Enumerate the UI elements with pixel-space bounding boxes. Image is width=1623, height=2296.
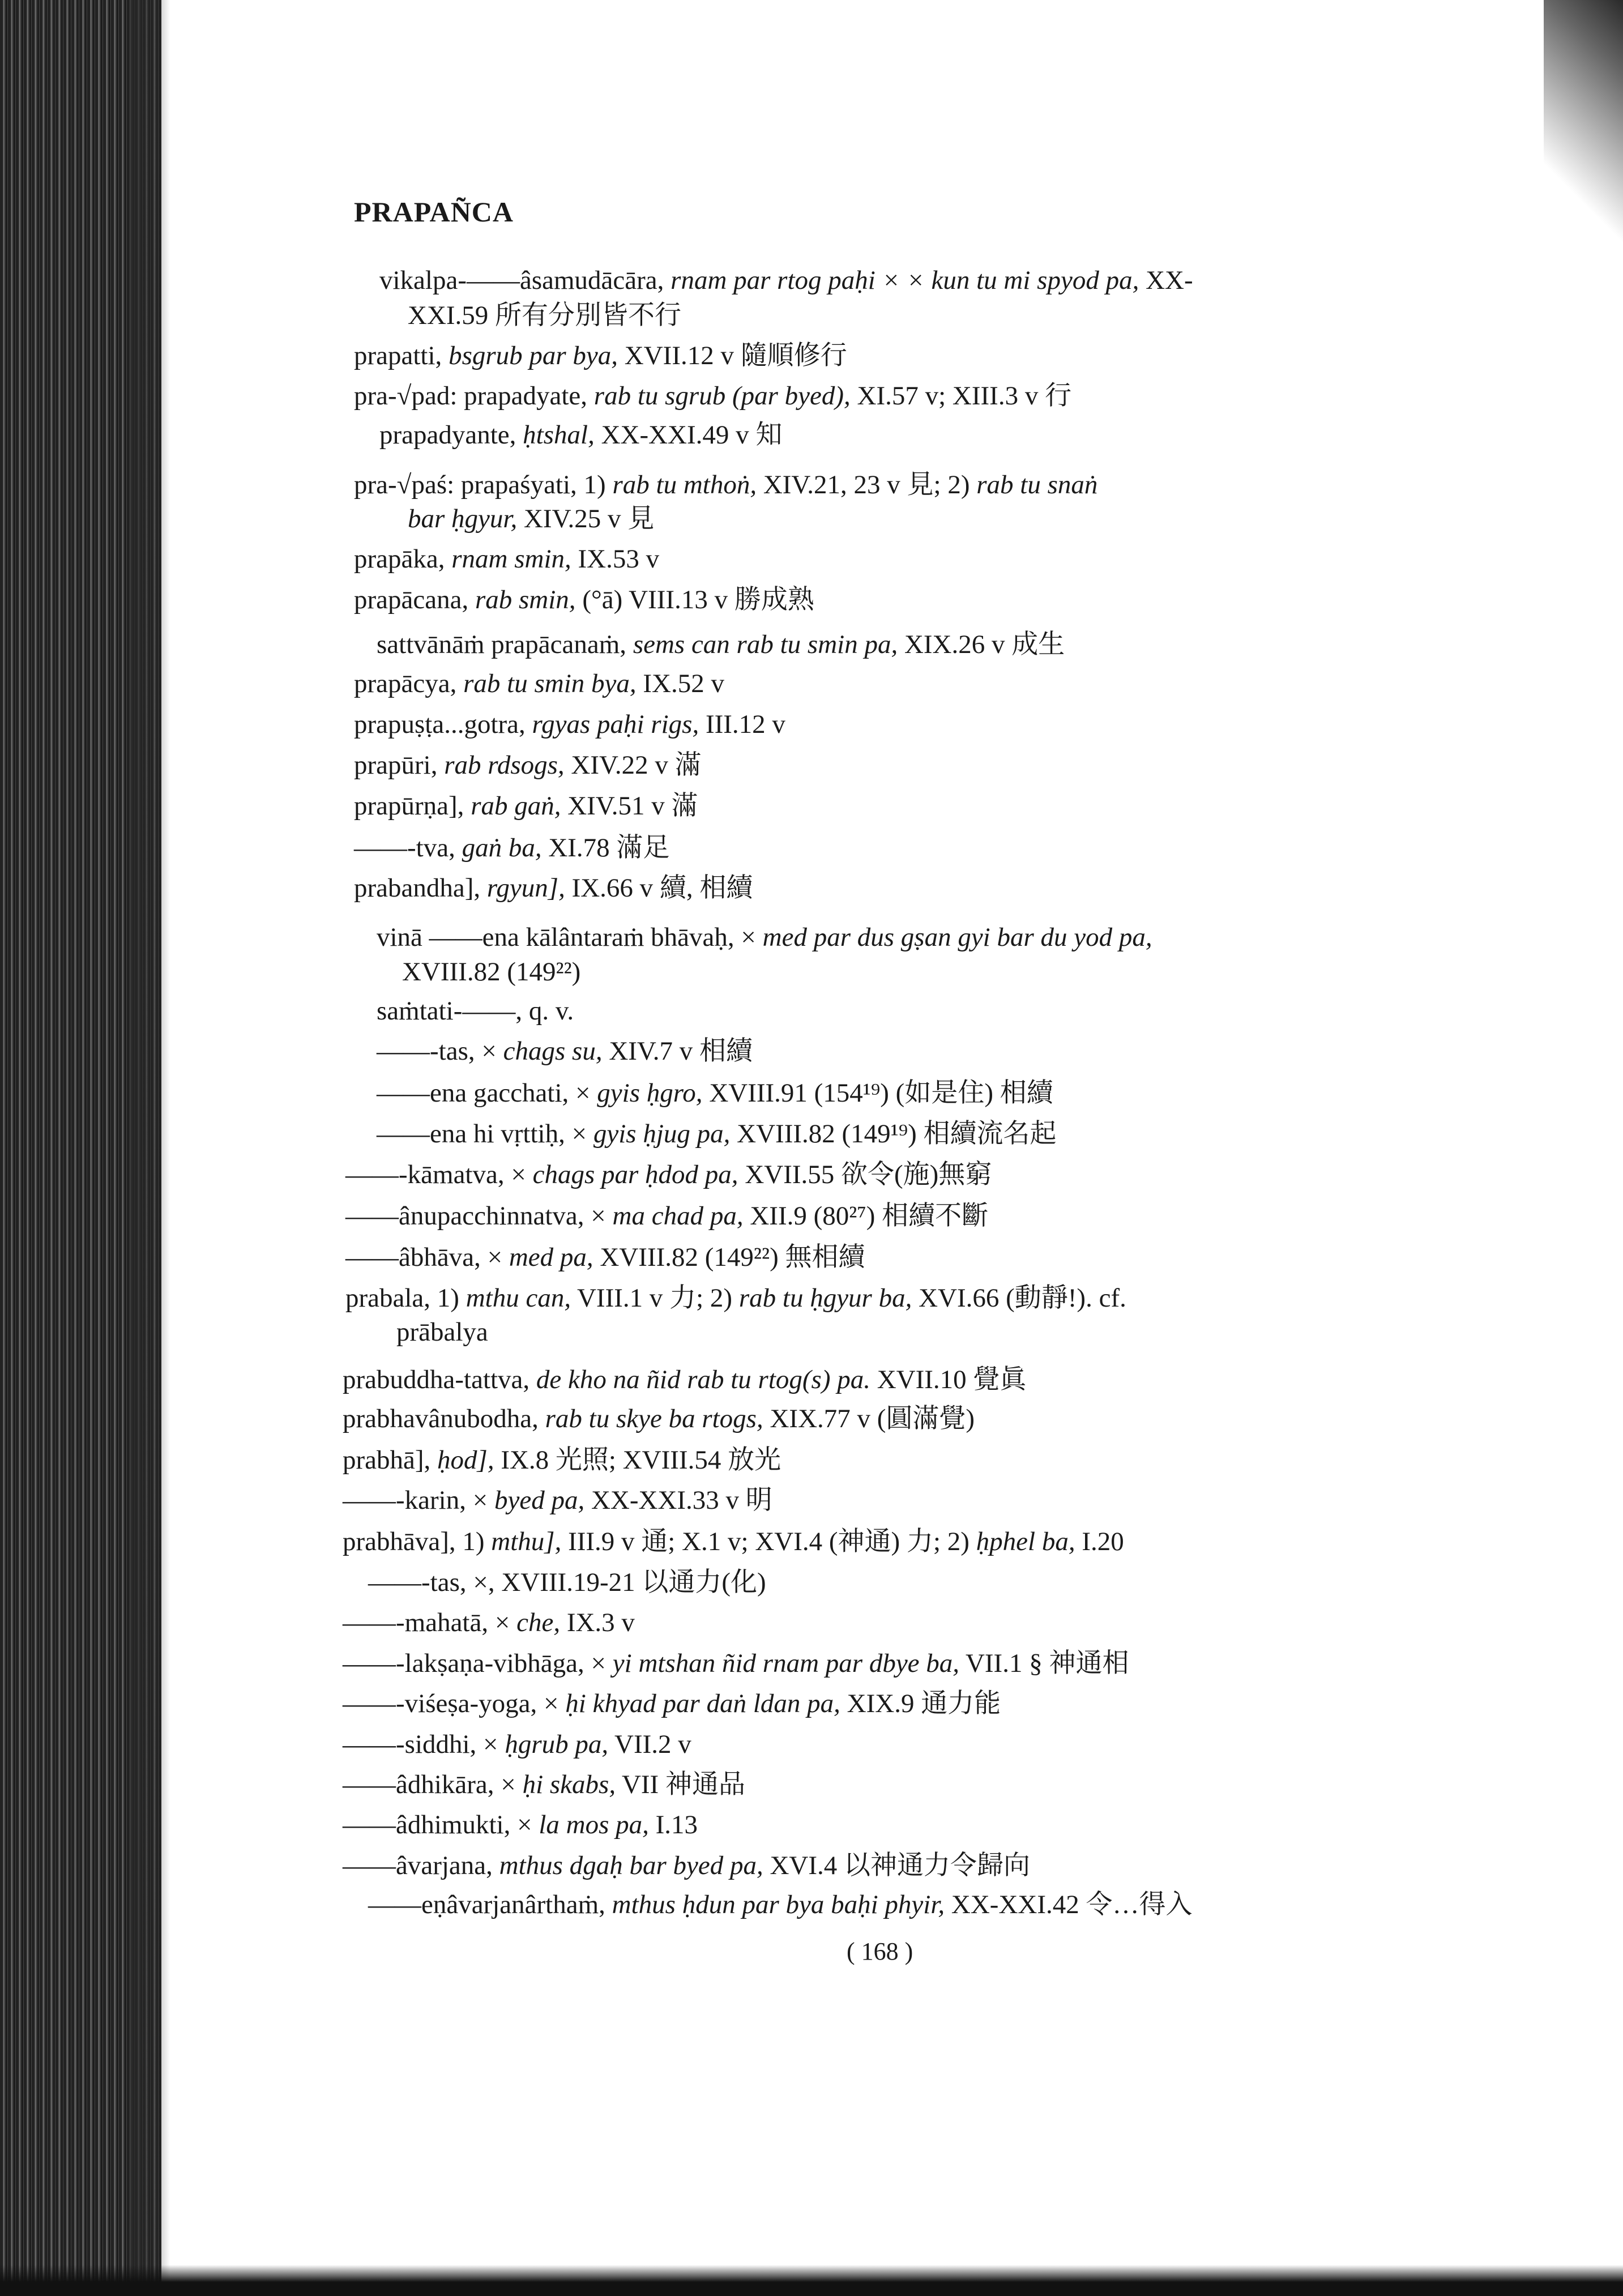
tibetan-equivalent: ḥi khyad par daṅ ldan pa, xyxy=(565,1689,840,1718)
entry-line xyxy=(343,1768,745,1802)
tibetan-equivalent: byed pa, xyxy=(494,1486,585,1515)
entry-line xyxy=(408,298,681,332)
entry-text: VII 神通品 xyxy=(616,1770,745,1799)
entry-text: prabhā], xyxy=(343,1445,438,1475)
tibetan-equivalent: che, xyxy=(516,1608,561,1637)
tibetan-equivalent: mthus dgaḥ bar byed pa, xyxy=(499,1851,763,1880)
tibetan-equivalent: chags su, xyxy=(503,1036,603,1066)
entry-line xyxy=(345,1281,1126,1315)
entry-line xyxy=(354,542,659,576)
entry-text: XIV.51 v 滿 xyxy=(561,791,698,821)
entry-text: ——eṇâvarjanârthaṁ, xyxy=(368,1890,612,1919)
spine-gradient xyxy=(130,0,170,2296)
entry-text: XII.9 (80²⁷) 相續不斷 xyxy=(743,1201,989,1231)
tibetan-equivalent: rnam par rtog paḥi × × kun tu mi spyod pa, xyxy=(670,266,1139,295)
tibetan-equivalent: rnam smin, xyxy=(451,544,571,574)
entry-text: XX-XXI.42 令…得入 xyxy=(945,1890,1193,1919)
entry-line xyxy=(354,468,1097,502)
tibetan-equivalent: rab gaṅ, xyxy=(471,791,561,821)
entry-text: ——-karin, × xyxy=(343,1486,494,1515)
entry-line xyxy=(396,1315,488,1349)
entry-text: prapūrṇa], xyxy=(354,791,471,821)
entry-text: ——-siddhi, × xyxy=(343,1730,505,1759)
entry-text: prapatti, xyxy=(354,341,449,370)
entry-line xyxy=(354,667,724,701)
entry-text: ——-mahatā, × xyxy=(343,1608,517,1637)
entry-line xyxy=(343,1727,691,1761)
entry-line xyxy=(354,748,702,782)
tibetan-equivalent: rab tu ḥgyur ba, xyxy=(738,1283,912,1313)
entry-text: VIII.1 v 力; 2) xyxy=(571,1283,739,1313)
entry-line xyxy=(343,1646,1129,1680)
tibetan-equivalent: bar ḥgyur, xyxy=(408,504,518,534)
entry-line xyxy=(343,1363,1026,1397)
entry-text: XI.57 v; XIII.3 v 行 xyxy=(850,381,1072,411)
entry-text: ——ena gacchati, × xyxy=(377,1078,597,1108)
entry-text: prapācana, xyxy=(354,585,475,614)
entry-text: XXI.59 所有分別皆不行 xyxy=(408,301,682,330)
entry-text: (°ā) VIII.13 v 勝成熟 xyxy=(575,585,814,614)
entry-text: ——ânupacchinnatva, × xyxy=(345,1201,613,1231)
tibetan-equivalent: ḥtshal, xyxy=(523,420,595,450)
tibetan-equivalent: bsgrub par bya, xyxy=(449,341,618,370)
entry-text: ——âvarjana, xyxy=(343,1851,499,1880)
tibetan-equivalent: mthu can, xyxy=(465,1283,571,1313)
bottom-edge-shadow xyxy=(0,2265,1623,2296)
tibetan-equivalent: chags par ḥdod pa, xyxy=(532,1160,738,1189)
entry-text: XVI.4 以神通力令歸向 xyxy=(763,1851,1031,1880)
entry-text: XVIII.82 (149²²) xyxy=(402,957,581,987)
entry-text: III.12 v xyxy=(699,710,785,739)
entry-line xyxy=(354,339,847,373)
entry-text: ——-viśeṣa-yoga, × xyxy=(343,1689,566,1718)
entry-text: XVII.55 欲令(施)無窮 xyxy=(738,1160,992,1189)
entry-text: prabhavânubodha, xyxy=(343,1404,545,1433)
entry-text: XVII.12 v 隨順修行 xyxy=(618,341,847,370)
entry-line xyxy=(377,1076,1053,1110)
entry-line xyxy=(345,1240,865,1274)
tibetan-equivalent: rgyas paḥi rigs, xyxy=(532,710,699,739)
tibetan-equivalent: ḥgrub pa, xyxy=(505,1730,609,1759)
tibetan-equivalent: rab tu skye ba rtogs, xyxy=(545,1404,763,1433)
entry-line xyxy=(343,1402,975,1436)
entry-text: prābalya xyxy=(396,1317,488,1347)
entry-text: XVIII.82 (149¹⁹) 相續流名起 xyxy=(730,1119,1057,1149)
page-corner-shadow xyxy=(1544,0,1623,295)
tibetan-equivalent: rab tu snaṅ xyxy=(976,470,1098,500)
entry-text: prapuṣṭa...gotra, xyxy=(354,710,532,739)
entry-text: ——-tva, xyxy=(354,833,462,863)
entry-line xyxy=(343,1849,1030,1883)
page-header: PRAPAÑCA xyxy=(354,196,514,228)
page-number: ( 168 ) xyxy=(847,1937,913,1965)
entry-text: pra-√paś: prapaśyati, 1) xyxy=(354,470,613,500)
entry-line xyxy=(379,418,782,452)
entry-text: ——-lakṣaṇa-vibhāga, × xyxy=(343,1649,613,1678)
tibetan-equivalent: med pa, xyxy=(509,1243,593,1272)
tibetan-equivalent: la mos pa, xyxy=(539,1810,649,1840)
entry-text: XVIII.82 (149²²) 無相續 xyxy=(593,1243,865,1272)
entry-text: IX.66 v 續, 相續 xyxy=(565,873,753,903)
entry-text: IX.3 v xyxy=(560,1608,635,1637)
entry-text: ——-tas, ×, XVIII.19-21 以通力(化) xyxy=(368,1568,766,1597)
tibetan-equivalent: ḥi skabs, xyxy=(522,1770,616,1799)
entry-text: ——âdhikāra, × xyxy=(343,1770,523,1799)
tibetan-equivalent: gyis ḥgro, xyxy=(597,1078,703,1108)
entry-text: XIX.77 v (圓滿覺) xyxy=(763,1404,975,1433)
tibetan-equivalent: ma chad pa, xyxy=(612,1201,744,1231)
entry-text: I.20 xyxy=(1075,1527,1124,1556)
entry-text: XIV.7 v 相續 xyxy=(602,1036,753,1066)
tibetan-equivalent: sems can rab tu smin pa, xyxy=(633,630,898,659)
tibetan-equivalent: rab tu smin bya, xyxy=(463,669,637,698)
entry-text: prapāka, xyxy=(354,544,452,574)
entry-line xyxy=(343,1525,1124,1559)
entry-line xyxy=(343,1443,781,1477)
entry-text: IX.52 v xyxy=(636,669,724,698)
entry-text: IX.8 光照; XVIII.54 放光 xyxy=(494,1445,781,1475)
entry-text: XIV.25 v 見 xyxy=(517,504,655,534)
entry-text: sattvānāṁ prapācanaṁ, xyxy=(377,630,633,659)
entry-text: XX-XXI.49 v 知 xyxy=(594,420,783,450)
entry-line xyxy=(402,955,580,989)
entry-line xyxy=(368,1565,766,1599)
tibetan-equivalent: mthu], xyxy=(491,1527,562,1556)
entry-line xyxy=(377,628,1065,662)
entry-line xyxy=(345,1199,988,1233)
entry-text: XVIII.91 (154¹⁹) (如是住) 相續 xyxy=(702,1078,1053,1108)
entry-text: vikalpa-——âsamudācāra, xyxy=(379,266,671,295)
entry-text: XIX.26 v 成生 xyxy=(898,630,1065,659)
entry-text: ——-tas, × xyxy=(377,1036,503,1066)
entry-text: prabala, 1) xyxy=(345,1283,466,1313)
entry-text: prapācya, xyxy=(354,669,464,698)
entry-text: I.13 xyxy=(648,1810,698,1840)
entry-line xyxy=(354,831,669,865)
tibetan-equivalent: ḥod], xyxy=(437,1445,494,1475)
entry-text: XVII.10 覺眞 xyxy=(870,1365,1027,1394)
entry-text: prabhāva], 1) xyxy=(343,1527,492,1556)
entry-text: XIV.21, 23 v 見; 2) xyxy=(757,470,977,500)
tibetan-equivalent: rab smin, xyxy=(475,585,576,614)
entry-line xyxy=(343,1808,698,1842)
entry-line xyxy=(377,1034,753,1068)
entry-text: prapūri, xyxy=(354,750,445,780)
entry-text: ——âdhimukti, × xyxy=(343,1810,539,1840)
entry-text: prabandha], xyxy=(354,873,487,903)
entry-text: saṁtati-——, q. v. xyxy=(377,996,574,1026)
entry-text: VII.1 § 神通相 xyxy=(959,1649,1129,1678)
entry-text: ——ena hi vṛttiḥ, × xyxy=(377,1119,593,1149)
entry-line xyxy=(408,502,654,536)
entry-text: III.9 v 通; X.1 v; XVI.4 (神通) 力; 2) xyxy=(561,1527,976,1556)
entry-text: ——-kāmatva, × xyxy=(345,1160,533,1189)
entry-line xyxy=(368,1888,1192,1922)
entry-text: prapadyante, xyxy=(379,420,523,450)
entry-text: XX-XXI.33 v 明 xyxy=(584,1486,772,1515)
entry-line xyxy=(354,707,785,741)
tibetan-equivalent: rab tu sgrub (par byed), xyxy=(593,381,851,411)
tibetan-equivalent: mthus ḥdun par bya baḥi phyir, xyxy=(612,1890,945,1919)
entry-text: XIX.9 通力能 xyxy=(840,1689,1001,1718)
entry-line xyxy=(354,871,753,905)
entry-text: IX.53 v xyxy=(571,544,660,574)
entry-text: XX- xyxy=(1139,266,1193,295)
entry-line xyxy=(377,994,574,1028)
entry-line xyxy=(354,583,814,617)
tibetan-equivalent: yi mtshan ñid rnam par dbye ba, xyxy=(612,1649,960,1678)
entry-text: XVI.66 (動靜!). cf. xyxy=(912,1283,1126,1313)
entry-line xyxy=(354,789,698,823)
tibetan-equivalent: rab rdsogs, xyxy=(444,750,565,780)
entry-line xyxy=(377,1117,1057,1151)
entry-text: prabuddha-tattva, xyxy=(343,1365,536,1394)
tibetan-equivalent: med par dus gṣan gyi bar du yod pa, xyxy=(762,923,1152,952)
tibetan-equivalent: rgyun], xyxy=(486,873,565,903)
tibetan-equivalent: rab tu mthoṅ, xyxy=(612,470,757,500)
entry-text: pra-√pad: prapadyate, xyxy=(354,381,594,411)
entry-line xyxy=(343,1687,1001,1721)
entry-line xyxy=(379,263,1193,297)
tibetan-equivalent: gyis ḥjug pa, xyxy=(593,1119,731,1149)
entry-line xyxy=(377,920,1152,954)
entry-line xyxy=(354,379,1071,413)
entry-text: vinā ——ena kālântaraṁ bhāvaḥ, × xyxy=(377,923,763,952)
entry-line xyxy=(345,1158,992,1192)
entry-text: XI.78 滿足 xyxy=(541,833,670,863)
tibetan-equivalent: de kho na ñid rab tu rtog(s) pa. xyxy=(536,1365,870,1394)
tibetan-equivalent: ḥphel ba, xyxy=(976,1527,1075,1556)
entry-text: ——âbhāva, × xyxy=(345,1243,509,1272)
tibetan-equivalent: gaṅ ba, xyxy=(462,833,542,863)
entry-text: VII.2 v xyxy=(608,1730,691,1759)
entry-text: XIV.22 v 滿 xyxy=(564,750,702,780)
entry-line xyxy=(343,1483,772,1517)
entry-line xyxy=(343,1606,635,1640)
